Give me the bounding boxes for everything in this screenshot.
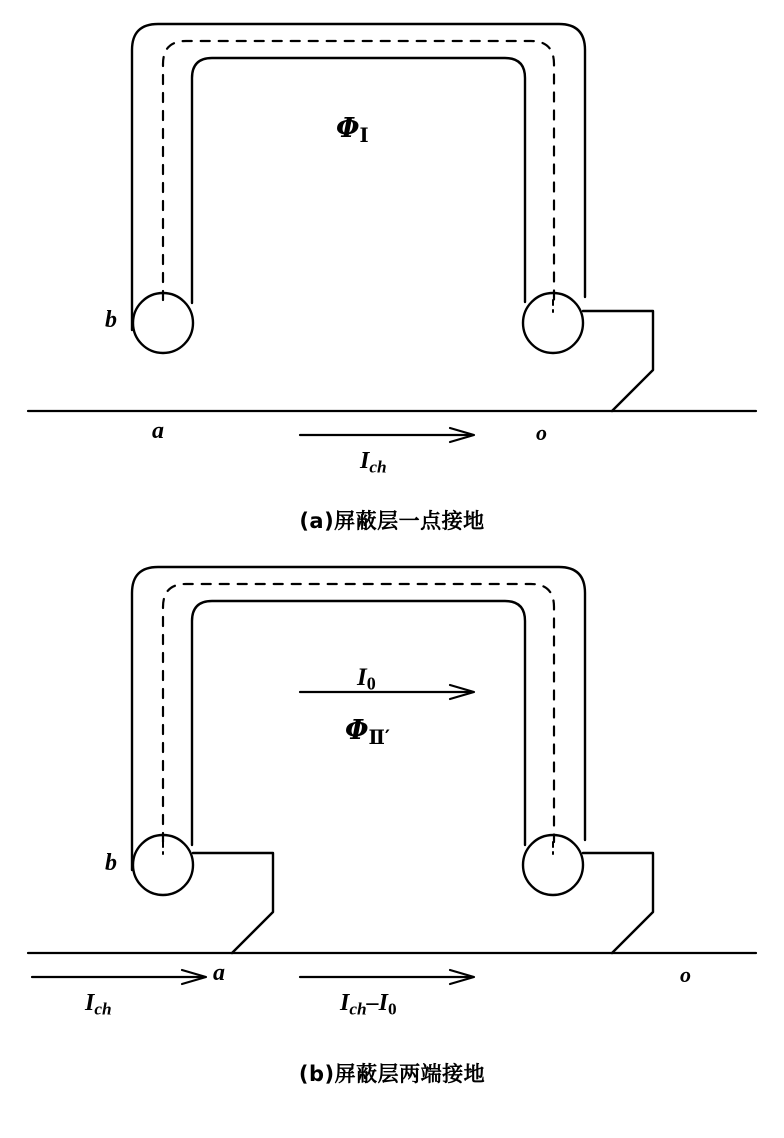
ground-lead-left-b	[193, 853, 273, 953]
label-node-o-a: o	[536, 420, 547, 445]
flux-label-b: ΦⅡ′	[345, 715, 391, 749]
label-current-ich-b: $I_{ch}$	[85, 990, 112, 1019]
ground-lead-right	[583, 311, 653, 411]
flux-label-a: ΦⅠ	[336, 113, 369, 147]
label-conductor-b-a: b	[105, 307, 117, 333]
label-node-a-a: a	[152, 418, 164, 444]
label-conductor-b-b: b	[105, 850, 117, 876]
panel-b-drawing	[0, 545, 784, 1138]
conductor-dashed-path	[163, 41, 554, 300]
label-current-ich-a: $I_{ch}$	[360, 448, 387, 477]
label-node-o-b: o	[680, 962, 691, 987]
label-current-i0-b: I0	[357, 664, 376, 694]
label-current-diff-b: $I_{ch}-I0$	[340, 990, 397, 1019]
panel-a	[0, 0, 784, 560]
ground-lead-right-b	[583, 853, 653, 953]
label-node-a-b: a	[213, 960, 225, 986]
panel-b	[0, 545, 784, 1138]
panel-a-drawing	[0, 0, 784, 505]
caption-a: (a)屏蔽层一点接地	[299, 509, 485, 533]
caption-b: (b)屏蔽层两端接地	[298, 1062, 486, 1086]
conductor-circle-b	[133, 293, 193, 353]
conductor-dashed-path-b	[163, 584, 554, 842]
outer-sheath-outline-right	[192, 58, 525, 303]
outer-sheath-outline-left	[132, 24, 585, 330]
